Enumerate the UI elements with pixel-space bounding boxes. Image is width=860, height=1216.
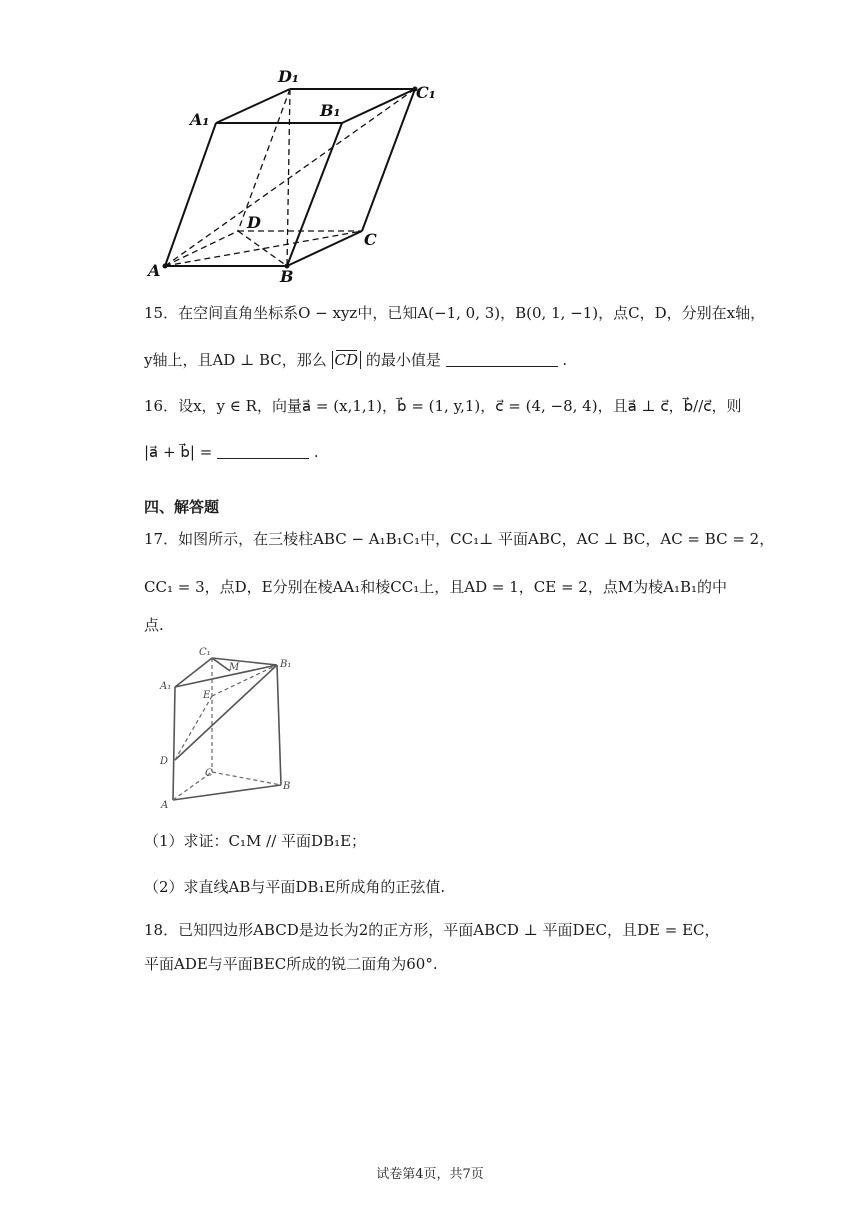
q17-line2-text: CC₁ = 3，点D，E分别在棱AA₁和棱CC₁上，且AD = 1，CE = 2，点M为棱A₁B₁的中	[144, 578, 728, 596]
label-a1: A₁	[190, 110, 210, 129]
q15-line2-b: 的最小值是	[365, 351, 441, 369]
label-d: D	[247, 213, 261, 232]
q17-line1	[144, 528, 774, 550]
page-footer: 试卷第4页，共7页	[376, 1167, 484, 1182]
label-c1: C₁	[416, 83, 436, 102]
triangular-prism-figure	[155, 640, 305, 812]
q15-line1-text: 15．在空间直角坐标系O − xyz中，已知A(−1, 0, 3)，B(0, 1, −1)，点C，D，分别在x轴，	[144, 304, 766, 322]
cd-vector-magnitude	[332, 351, 362, 369]
q17-part2-text: （2）求直线AB与平面DB₁E所成角的正弦值.	[144, 878, 446, 896]
q18-line2	[144, 953, 438, 975]
q17-part2	[144, 876, 445, 898]
q17-line3-text: 点.	[144, 616, 164, 634]
section-title: 四、解答题	[144, 498, 220, 516]
q17-part1-text: （1）求证：C₁M // 平面DB₁E；	[144, 832, 367, 850]
q15-answer-blank[interactable]	[446, 352, 558, 367]
label-b: B	[283, 781, 291, 792]
q18-line2-text: 平面ADE与平面BEC所成的锐二面角为60°.	[144, 955, 438, 973]
label-m: M	[229, 662, 240, 673]
label-a: A	[148, 261, 161, 280]
q16-line2-a: |a⃗ + b⃗| =	[144, 443, 213, 461]
q16-line2-end: .	[313, 443, 319, 461]
q16-line1	[144, 395, 742, 417]
label-b: B	[280, 267, 294, 285]
cd-vector-label: CD	[334, 351, 359, 369]
q17-line1-text: 17．如图所示，在三棱柱ABC − A₁B₁C₁中，CC₁⊥ 平面ABC，AC ⊥ BC，AC = BC = 2，	[144, 530, 775, 548]
q18-line1	[144, 919, 720, 941]
label-a1: A₁	[160, 681, 172, 692]
q17-line2	[144, 576, 727, 598]
q15-line1	[144, 302, 765, 324]
q15-line2-end: .	[562, 351, 568, 369]
q17-line3	[144, 614, 164, 636]
q15-line2-a: y轴上，且AD ⊥ BC，那么	[144, 351, 327, 369]
label-a: A	[161, 800, 169, 811]
label-c: C	[364, 230, 377, 249]
parallelepiped-figure	[140, 60, 460, 285]
label-c: C	[205, 768, 213, 779]
q16-line2	[144, 441, 319, 463]
q16-line1-text: 16．设x，y ∈ R，向量a⃗ = (x,1,1)，b⃗ = (1, y,1)，c⃗ = (4, −8, 4)，且a⃗ ⊥ c⃗，b⃗//c⃗，则	[144, 397, 742, 415]
q15-line2	[144, 349, 567, 371]
label-b1: B₁	[320, 101, 341, 120]
q17-part1	[144, 830, 366, 852]
label-d: D	[160, 756, 169, 767]
q18-line1-text: 18．已知四边形ABCD是边长为2的正方形，平面ABCD ⊥ 平面DEC，且DE = EC，	[144, 921, 720, 939]
q16-answer-blank[interactable]	[217, 444, 309, 459]
label-c1: C₁	[199, 647, 211, 658]
label-e: E	[203, 690, 211, 701]
label-d1: D₁	[278, 67, 299, 86]
label-b1: B₁	[280, 659, 292, 670]
